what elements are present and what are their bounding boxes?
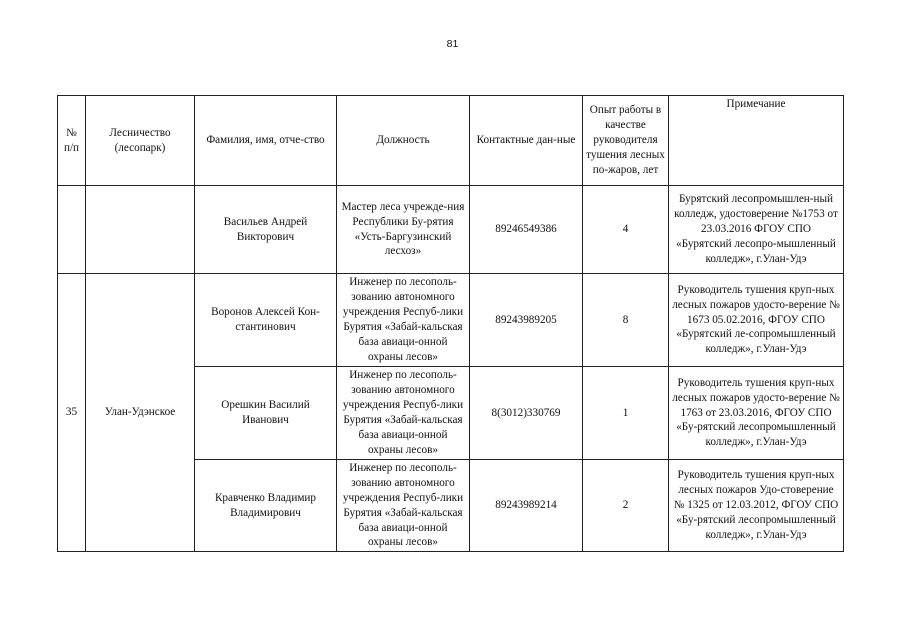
cell-note: Руководитель тушения круп-ных лесных пожаров удосто-верение № 1673 05.02.2016, ФГОУ СПО «Бурятский ле-сопромышленный колледж», г.Улан-Удэ — [669, 274, 844, 367]
cell-position: Инженер по лесополь-зованию автономного учреждения Респуб-лики Бурятия «Забай-кальская база авиаци-онной охраны лесов» — [337, 367, 470, 460]
page-number: 81 — [446, 38, 459, 50]
cell-contacts: 8(3012)330769 — [470, 367, 583, 460]
cell-contacts: 89243989205 — [470, 274, 583, 367]
table-header-row — [58, 96, 844, 186]
cell-num-empty — [58, 186, 86, 274]
cell-forestry: Улан-Удэнское — [86, 274, 195, 552]
cell-name: Орешкин Василий Иванович — [195, 367, 337, 460]
table-row — [58, 186, 844, 274]
cell-position: Инженер по лесополь-зованию автономного учреждения Респуб-лики Бурятия «Забай-кальская база авиаци-онной охраны лесов» — [337, 460, 470, 552]
cell-name: Кравченко Владимир Владимирович — [195, 460, 337, 552]
cell-forestry-empty — [86, 186, 195, 274]
header-forestry: Лесничество (лесопарк) — [86, 96, 195, 186]
cell-experience: 2 — [583, 460, 669, 552]
header-note: Примечание — [669, 96, 844, 186]
fire-chiefs-table — [57, 95, 844, 552]
cell-note: Руководитель тушения круп-ных лесных пожаров удосто-верение № 1763 от 23.03.2016, ФГОУ СПО «Бу-рятский лесопромышленный колледж», г.Улан-Удэ — [669, 367, 844, 460]
header-contacts: Контактные дан-ные — [470, 96, 583, 186]
cell-experience: 1 — [583, 367, 669, 460]
cell-position: Инженер по лесополь-зованию автономного учреждения Респуб-лики Бурятия «Забай-кальская база авиаци-онной охраны лесов» — [337, 274, 470, 367]
cell-note: Бурятский лесопромышлен-ный колледж, удостоверение №1753 от 23.03.2016 ФГОУ СПО «Бурятский лесопро-мышленный колледж», г.Улан-Удэ — [669, 186, 844, 274]
header-name: Фамилия, имя, отче-ство — [195, 96, 337, 186]
cell-contacts: 89243989214 — [470, 460, 583, 552]
cell-experience: 4 — [583, 186, 669, 274]
cell-experience: 8 — [583, 274, 669, 367]
table-row — [58, 274, 844, 367]
header-experience: Опыт работы в качестве руководителя тушения лесных по-жаров, лет — [583, 96, 669, 186]
cell-note: Руководитель тушения круп-ных лесных пожаров Удо-стоверение № 1325 от 12.03.2012, ФГОУ СПО «Бу-рятский лесопромышленный колледж», г.Улан-Удэ — [669, 460, 844, 552]
header-position: Должность — [337, 96, 470, 186]
cell-contacts: 89246549386 — [470, 186, 583, 274]
cell-num: 35 — [58, 274, 86, 552]
cell-position: Мастер леса учрежде-ния Республики Бу-рятия «Усть-Баргузинский лесхоз» — [337, 186, 470, 274]
cell-name: Васильев Андрей Викторович — [195, 186, 337, 274]
cell-name: Воронов Алексей Кон-стантинович — [195, 274, 337, 367]
header-num: № п/п — [58, 96, 86, 186]
